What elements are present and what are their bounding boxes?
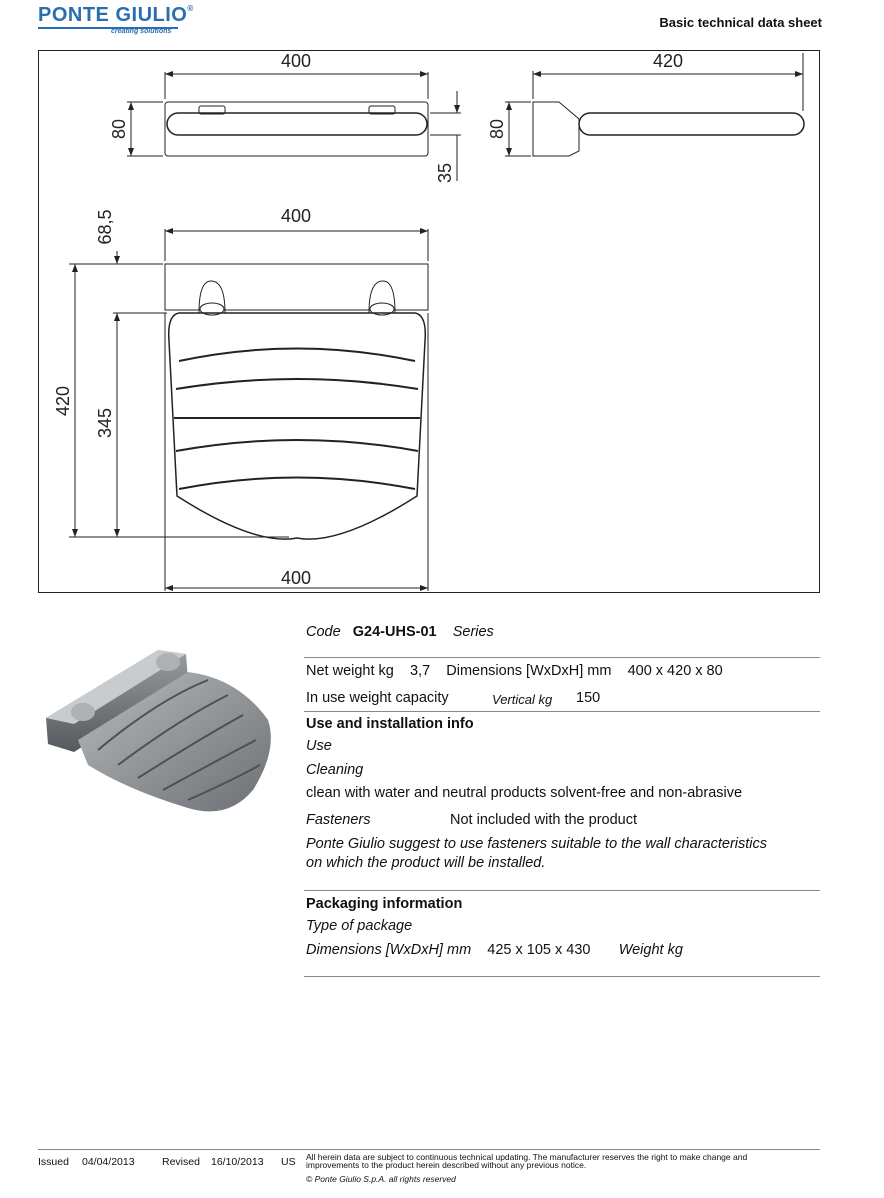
code-label: Code — [306, 624, 341, 640]
dim-side-depth: 420 — [652, 51, 684, 71]
package-type-label: Type of package — [306, 918, 413, 934]
revised-date: 16/10/2013 — [211, 1156, 264, 1168]
disclaimer-line1: All herein data are subject to continuous technical updating. The manufacturer reserves the right to make change and — [306, 1152, 748, 1162]
package-dimensions-value: 425 x 105 x 430 — [487, 942, 591, 958]
use-label: Use — [306, 738, 332, 754]
divider — [304, 890, 820, 891]
brand-name: PONTE GIULIO — [38, 4, 188, 26]
fasteners-value: Not included with the product — [450, 812, 637, 828]
package-weight-label: Weight kg — [618, 942, 683, 958]
page-title: Basic technical data sheet — [659, 15, 822, 30]
packaging-heading: Packaging information — [306, 896, 463, 912]
package-dimensions-row — [306, 942, 683, 958]
issued-date: 04/04/2013 — [82, 1156, 135, 1168]
cleaning-text: clean with water and neutral products solvent-free and non-abrasive — [306, 785, 743, 801]
code-value: G24-UHS-01 — [352, 624, 437, 640]
vertical-label: Vertical kg — [492, 692, 553, 707]
dim-front-width-bottom: 400 — [280, 568, 312, 588]
revised-label: Revised — [162, 1156, 200, 1168]
divider — [304, 976, 820, 977]
capacity-label: In use weight capacity — [306, 690, 449, 706]
dim-side-height: 80 — [487, 118, 507, 140]
dim-front-bracket: 68,5 — [95, 209, 115, 245]
drawing-svg — [39, 51, 821, 594]
brand-logo — [38, 4, 194, 27]
use-info-heading: Use and installation info — [306, 716, 474, 732]
divider — [304, 711, 820, 712]
fasteners-note-line1: Ponte Giulio suggest to use fasteners suitable to the wall characteristics — [306, 836, 768, 852]
code-row — [306, 624, 494, 640]
side-view-seat — [579, 113, 804, 135]
technical-drawing — [38, 50, 820, 593]
package-dimensions-label: Dimensions [WxDxH] mm — [306, 942, 472, 958]
net-weight-value: 3,7 — [409, 663, 431, 679]
top-view-seat — [167, 113, 427, 135]
weight-dimensions-row — [306, 663, 723, 679]
fasteners-note-line2: on which the product will be installed. — [306, 855, 546, 871]
net-weight-label: Net weight kg — [306, 663, 394, 679]
top-view-bracket — [165, 102, 428, 156]
fasteners-label: Fasteners — [306, 812, 371, 828]
front-view-bracket — [165, 264, 428, 310]
dim-front-total-height: 420 — [53, 385, 73, 417]
footer-divider — [38, 1149, 820, 1150]
capacity-row — [306, 690, 449, 706]
dimensions-label: Dimensions [WxDxH] mm — [446, 663, 612, 679]
registered-mark: ® — [187, 4, 194, 13]
side-view-bracket — [533, 102, 579, 156]
disclaimer-line2: improvements to the product herein described without any previous notice. — [306, 1160, 587, 1170]
divider — [304, 657, 820, 658]
dim-top-width: 400 — [280, 51, 312, 71]
dim-top-bracket: 35 — [435, 162, 455, 184]
dimensions-value: 400 x 420 x 80 — [627, 663, 723, 679]
issued-label: Issued — [38, 1156, 69, 1168]
dim-front-width-top: 400 — [280, 206, 312, 226]
dim-top-height: 80 — [109, 118, 129, 140]
brand-tagline: creating solutions — [111, 28, 172, 35]
product-image — [38, 640, 288, 830]
region-code: US — [281, 1156, 296, 1168]
dim-front-seat-height: 345 — [95, 407, 115, 439]
vertical-value: 150 — [576, 690, 601, 706]
series-label: Series — [452, 624, 494, 640]
front-view-seat — [169, 313, 426, 539]
copyright: © Ponte Giulio S.p.A. all rights reserved — [306, 1174, 456, 1184]
cleaning-label: Cleaning — [306, 762, 364, 778]
